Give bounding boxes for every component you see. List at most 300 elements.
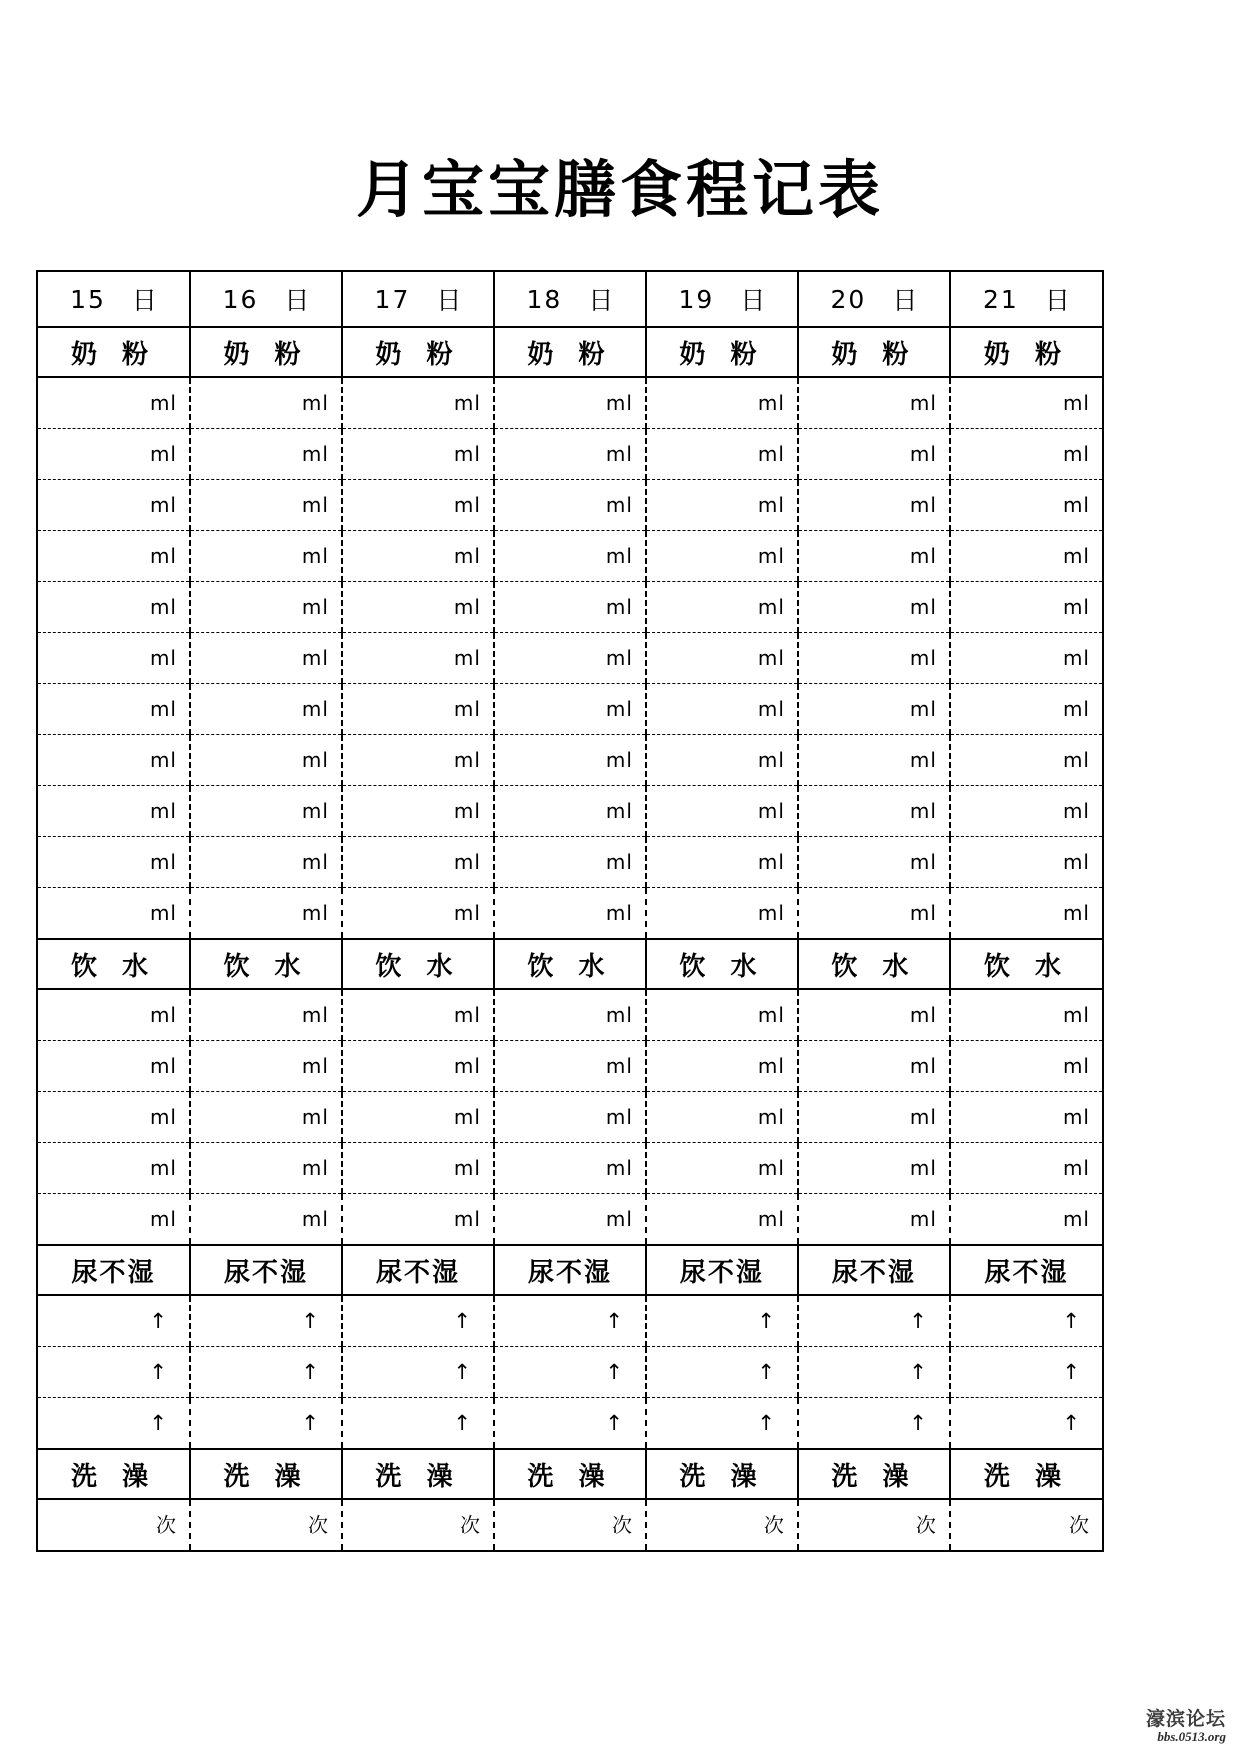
entry-unit: ml	[149, 1156, 177, 1180]
entry-unit: ml	[1062, 1105, 1090, 1129]
table-row-entry-milk	[38, 888, 1102, 940]
entry-cell-milk[interactable]	[646, 735, 798, 786]
entry-cell-milk[interactable]	[38, 837, 190, 888]
entry-cell-milk[interactable]	[38, 429, 190, 480]
entry-cell-milk[interactable]	[494, 582, 646, 633]
entry-cell-diaper[interactable]	[342, 1398, 494, 1450]
entry-unit: 次	[763, 1513, 785, 1537]
entry-cell-milk[interactable]	[950, 377, 1102, 429]
entry-cell-bath[interactable]	[190, 1499, 342, 1550]
date-cell[interactable]	[190, 272, 342, 327]
entry-unit: ml	[909, 1054, 937, 1078]
entry-unit: ↑	[1062, 1411, 1080, 1435]
watermark-url: bbs.0513.org	[1157, 1729, 1226, 1745]
date-unit: 日	[588, 286, 614, 315]
entry-unit: ml	[605, 1207, 633, 1231]
entry-cell-milk[interactable]	[342, 786, 494, 837]
entry-cell-water[interactable]	[190, 989, 342, 1041]
entry-unit: 次	[915, 1513, 937, 1537]
entry-cell-milk[interactable]	[950, 582, 1102, 633]
entry-cell-diaper[interactable]	[190, 1398, 342, 1450]
entry-unit: ml	[1062, 595, 1090, 619]
entry-cell-water[interactable]	[646, 1143, 798, 1194]
entry-unit: ml	[909, 1003, 937, 1027]
entry-cell-diaper[interactable]	[494, 1295, 646, 1347]
entry-cell-milk[interactable]	[798, 735, 950, 786]
date-number: 17	[374, 284, 411, 314]
section-label-cell	[494, 1245, 646, 1295]
table-row-entry-milk	[38, 377, 1102, 429]
entry-unit: ↑	[605, 1411, 623, 1435]
entry-unit: ml	[453, 391, 481, 415]
entry-unit: ↑	[1062, 1309, 1080, 1333]
entry-cell-water[interactable]	[950, 989, 1102, 1041]
entry-cell-water[interactable]	[798, 1194, 950, 1246]
entry-unit: ml	[757, 1105, 785, 1129]
entry-cell-milk[interactable]	[494, 786, 646, 837]
section-label: 尿不湿	[831, 1257, 916, 1288]
entry-unit: ml	[605, 442, 633, 466]
entry-unit: ml	[149, 901, 177, 925]
entry-unit: ml	[909, 1105, 937, 1129]
entry-unit: ↑	[757, 1360, 775, 1384]
entry-cell-milk[interactable]	[494, 837, 646, 888]
table-row-entry-milk	[38, 582, 1102, 633]
entry-cell-bath[interactable]	[950, 1499, 1102, 1550]
table-row-entry-milk	[38, 735, 1102, 786]
entry-unit: ml	[909, 544, 937, 568]
entry-unit: ↑	[605, 1360, 623, 1384]
entry-unit: ml	[757, 1054, 785, 1078]
entry-cell-water[interactable]	[342, 989, 494, 1041]
entry-unit: ml	[149, 697, 177, 721]
entry-cell-water[interactable]	[38, 1143, 190, 1194]
entry-unit: ml	[605, 1105, 633, 1129]
entry-unit: ml	[909, 391, 937, 415]
entry-cell-water[interactable]	[798, 1041, 950, 1092]
entry-cell-milk[interactable]	[950, 633, 1102, 684]
entry-cell-water[interactable]	[798, 989, 950, 1041]
entry-cell-milk[interactable]	[950, 480, 1102, 531]
entry-cell-water[interactable]	[494, 1092, 646, 1143]
section-label-cell	[798, 1449, 950, 1499]
entry-cell-milk[interactable]	[190, 837, 342, 888]
entry-unit: ml	[757, 646, 785, 670]
entry-cell-water[interactable]	[38, 1092, 190, 1143]
entry-cell-milk[interactable]	[646, 582, 798, 633]
section-label: 饮 水	[983, 951, 1069, 982]
entry-cell-milk[interactable]	[798, 888, 950, 940]
entry-unit: ↑	[453, 1411, 471, 1435]
entry-cell-milk[interactable]	[342, 888, 494, 940]
entry-cell-milk[interactable]	[950, 429, 1102, 480]
entry-cell-bath[interactable]	[646, 1499, 798, 1550]
section-label-cell	[798, 327, 950, 377]
entry-unit: ml	[149, 391, 177, 415]
entry-cell-milk[interactable]	[646, 377, 798, 429]
entry-unit: ml	[149, 1207, 177, 1231]
entry-unit: ml	[301, 493, 329, 517]
section-label: 尿不湿	[71, 1257, 156, 1288]
date-unit: 日	[892, 286, 918, 315]
entry-cell-water[interactable]	[494, 989, 646, 1041]
section-label-cell	[38, 327, 190, 377]
entry-cell-milk[interactable]	[190, 531, 342, 582]
entry-cell-milk[interactable]	[342, 429, 494, 480]
date-cell[interactable]	[646, 272, 798, 327]
section-label-cell	[342, 1245, 494, 1295]
entry-unit: ↑	[149, 1411, 167, 1435]
entry-unit: ml	[149, 442, 177, 466]
section-label-cell	[38, 1449, 190, 1499]
entry-cell-milk[interactable]	[38, 480, 190, 531]
entry-unit: 次	[307, 1513, 329, 1537]
entry-unit: ml	[149, 850, 177, 874]
entry-unit: ml	[301, 442, 329, 466]
entry-unit: ↑	[909, 1360, 927, 1384]
entry-cell-milk[interactable]	[646, 684, 798, 735]
entry-unit: ml	[301, 697, 329, 721]
entry-cell-water[interactable]	[190, 1143, 342, 1194]
entry-unit: ml	[301, 544, 329, 568]
section-label-cell	[190, 939, 342, 989]
entry-cell-water[interactable]	[190, 1041, 342, 1092]
entry-cell-milk[interactable]	[798, 633, 950, 684]
entry-cell-milk[interactable]	[38, 377, 190, 429]
entry-unit: 次	[1069, 1513, 1090, 1537]
section-label-cell	[190, 1245, 342, 1295]
section-label: 洗 澡	[70, 1461, 157, 1492]
section-label-cell	[494, 327, 646, 377]
entry-cell-diaper[interactable]	[950, 1295, 1102, 1347]
entry-unit: ml	[1062, 1207, 1090, 1231]
entry-cell-milk[interactable]	[342, 837, 494, 888]
entry-cell-milk[interactable]	[190, 786, 342, 837]
entry-cell-milk[interactable]	[646, 633, 798, 684]
entry-cell-diaper[interactable]	[494, 1398, 646, 1450]
entry-cell-water[interactable]	[950, 1092, 1102, 1143]
entry-cell-water[interactable]	[494, 1194, 646, 1246]
entry-cell-bath[interactable]	[342, 1499, 494, 1550]
entry-unit: ml	[757, 697, 785, 721]
entry-cell-milk[interactable]	[494, 684, 646, 735]
section-label: 奶 粉	[527, 339, 613, 370]
section-label: 奶 粉	[223, 339, 309, 370]
entry-cell-milk[interactable]	[798, 582, 950, 633]
entry-cell-diaper[interactable]	[798, 1347, 950, 1398]
forum-watermark	[1146, 1710, 1226, 1744]
entry-cell-diaper[interactable]	[646, 1347, 798, 1398]
section-label-cell	[190, 327, 342, 377]
entry-cell-milk[interactable]	[798, 377, 950, 429]
entry-unit: ml	[1062, 493, 1090, 517]
section-label: 奶 粉	[983, 339, 1069, 370]
section-label-cell	[950, 1245, 1102, 1295]
section-label-cell	[342, 939, 494, 989]
entry-cell-milk[interactable]	[190, 480, 342, 531]
entry-cell-water[interactable]	[646, 1194, 798, 1246]
date-cell[interactable]	[38, 272, 190, 327]
entry-cell-diaper[interactable]	[646, 1295, 798, 1347]
entry-cell-water[interactable]	[494, 1143, 646, 1194]
entry-unit: ↑	[757, 1309, 775, 1333]
date-number: 20	[830, 284, 867, 314]
entry-cell-milk[interactable]	[342, 480, 494, 531]
entry-cell-diaper[interactable]	[342, 1295, 494, 1347]
entry-cell-milk[interactable]	[950, 888, 1102, 940]
entry-cell-water[interactable]	[38, 989, 190, 1041]
section-label: 饮 水	[831, 951, 917, 982]
entry-unit: ml	[757, 493, 785, 517]
entry-unit: ml	[453, 1003, 481, 1027]
entry-unit: ml	[301, 1003, 329, 1027]
entry-unit: ml	[605, 799, 633, 823]
entry-cell-diaper[interactable]	[190, 1295, 342, 1347]
entry-cell-milk[interactable]	[494, 377, 646, 429]
section-label-cell	[190, 1449, 342, 1499]
entry-unit: ml	[453, 748, 481, 772]
table-row-entry-milk	[38, 684, 1102, 735]
section-label: 奶 粉	[70, 339, 157, 370]
entry-unit: ml	[1062, 748, 1090, 772]
entry-cell-milk[interactable]	[494, 888, 646, 940]
record-body	[38, 272, 1102, 1550]
entry-unit: ml	[149, 799, 177, 823]
entry-cell-diaper[interactable]	[950, 1347, 1102, 1398]
section-label: 洗 澡	[831, 1461, 917, 1492]
entry-cell-milk[interactable]	[494, 480, 646, 531]
entry-cell-water[interactable]	[342, 1194, 494, 1246]
entry-unit: ↑	[1062, 1360, 1080, 1384]
entry-unit: ml	[1062, 901, 1090, 925]
entry-unit: ml	[149, 544, 177, 568]
entry-unit: ml	[757, 544, 785, 568]
entry-cell-water[interactable]	[646, 1041, 798, 1092]
entry-cell-diaper[interactable]	[190, 1347, 342, 1398]
entry-cell-milk[interactable]	[38, 735, 190, 786]
table-row-entry-bath	[38, 1499, 1102, 1550]
entry-cell-milk[interactable]	[950, 837, 1102, 888]
entry-cell-water[interactable]	[950, 1143, 1102, 1194]
entry-cell-diaper[interactable]	[646, 1398, 798, 1450]
entry-unit: ↑	[909, 1411, 927, 1435]
entry-unit: ml	[605, 748, 633, 772]
entry-cell-milk[interactable]	[190, 429, 342, 480]
entry-unit: ml	[605, 391, 633, 415]
entry-cell-bath[interactable]	[798, 1499, 950, 1550]
entry-cell-water[interactable]	[342, 1041, 494, 1092]
date-cell[interactable]	[342, 272, 494, 327]
entry-cell-milk[interactable]	[494, 735, 646, 786]
entry-cell-milk[interactable]	[646, 480, 798, 531]
entry-unit: ml	[605, 697, 633, 721]
section-label-cell	[646, 327, 798, 377]
entry-cell-water[interactable]	[646, 989, 798, 1041]
date-cell[interactable]	[950, 272, 1102, 327]
table-row-entry-diaper	[38, 1398, 1102, 1450]
table-row-section-drinking-water	[38, 939, 1102, 989]
entry-cell-water[interactable]	[646, 1092, 798, 1143]
entry-cell-milk[interactable]	[342, 735, 494, 786]
entry-unit: ml	[605, 1054, 633, 1078]
table-row-entry-milk	[38, 531, 1102, 582]
entry-unit: ml	[301, 1207, 329, 1231]
entry-cell-milk[interactable]	[646, 531, 798, 582]
entry-cell-diaper[interactable]	[38, 1295, 190, 1347]
entry-cell-milk[interactable]	[190, 888, 342, 940]
entry-unit: ml	[605, 595, 633, 619]
entry-cell-milk[interactable]	[342, 377, 494, 429]
entry-cell-water[interactable]	[190, 1194, 342, 1246]
entry-unit: ml	[149, 646, 177, 670]
entry-cell-bath[interactable]	[38, 1499, 190, 1550]
section-label: 饮 水	[375, 951, 461, 982]
section-label-cell	[646, 1245, 798, 1295]
entry-cell-milk[interactable]	[646, 888, 798, 940]
entry-unit: ml	[301, 1105, 329, 1129]
entry-cell-milk[interactable]	[38, 888, 190, 940]
date-cell[interactable]	[494, 272, 646, 327]
entry-cell-milk[interactable]	[646, 429, 798, 480]
entry-cell-water[interactable]	[342, 1092, 494, 1143]
section-label-cell	[950, 1449, 1102, 1499]
entry-cell-milk[interactable]	[494, 633, 646, 684]
entry-cell-water[interactable]	[190, 1092, 342, 1143]
entry-cell-milk[interactable]	[950, 786, 1102, 837]
entry-unit: ml	[149, 748, 177, 772]
section-label-cell	[646, 1449, 798, 1499]
entry-unit: ml	[149, 493, 177, 517]
date-unit: 日	[284, 286, 310, 315]
entry-unit: ml	[605, 493, 633, 517]
section-label: 尿不湿	[984, 1257, 1069, 1288]
entry-cell-milk[interactable]	[190, 633, 342, 684]
entry-unit: ml	[757, 1207, 785, 1231]
entry-unit: ml	[757, 850, 785, 874]
entry-unit: ml	[605, 544, 633, 568]
entry-cell-milk[interactable]	[190, 684, 342, 735]
entry-cell-milk[interactable]	[342, 531, 494, 582]
entry-unit: ml	[1062, 1156, 1090, 1180]
entry-unit: ml	[453, 850, 481, 874]
entry-cell-water[interactable]	[798, 1143, 950, 1194]
date-unit: 日	[1044, 286, 1070, 315]
entry-cell-milk[interactable]	[190, 735, 342, 786]
table-row-entry-water	[38, 989, 1102, 1041]
entry-unit: ml	[757, 799, 785, 823]
entry-unit: ml	[453, 1156, 481, 1180]
entry-cell-milk[interactable]	[798, 531, 950, 582]
entry-cell-milk[interactable]	[798, 684, 950, 735]
entry-cell-milk[interactable]	[494, 531, 646, 582]
entry-cell-milk[interactable]	[798, 480, 950, 531]
entry-cell-milk[interactable]	[38, 582, 190, 633]
entry-cell-milk[interactable]	[798, 429, 950, 480]
date-unit: 日	[436, 286, 462, 315]
entry-cell-milk[interactable]	[494, 429, 646, 480]
entry-cell-milk[interactable]	[38, 633, 190, 684]
entry-unit: ml	[909, 595, 937, 619]
entry-unit: ml	[1062, 544, 1090, 568]
entry-unit: ml	[301, 646, 329, 670]
section-label-cell	[798, 1245, 950, 1295]
entry-cell-milk[interactable]	[342, 582, 494, 633]
section-label-cell	[950, 939, 1102, 989]
entry-cell-milk[interactable]	[646, 837, 798, 888]
entry-unit: ↑	[605, 1309, 623, 1333]
entry-cell-milk[interactable]	[646, 786, 798, 837]
entry-unit: ml	[1062, 799, 1090, 823]
entry-cell-milk[interactable]	[342, 684, 494, 735]
section-label-cell	[646, 939, 798, 989]
entry-unit: ml	[453, 1105, 481, 1129]
entry-unit: ml	[605, 1156, 633, 1180]
entry-cell-water[interactable]	[38, 1041, 190, 1092]
watermark-title: 濠滨论坛	[1145, 1708, 1226, 1731]
entry-unit: ↑	[149, 1309, 167, 1333]
section-label: 尿不湿	[679, 1257, 764, 1288]
entry-unit: ml	[757, 391, 785, 415]
entry-unit: ↑	[453, 1309, 471, 1333]
entry-cell-milk[interactable]	[950, 684, 1102, 735]
section-label-cell	[342, 1449, 494, 1499]
entry-cell-milk[interactable]	[38, 786, 190, 837]
entry-cell-water[interactable]	[38, 1194, 190, 1246]
entry-unit: ml	[301, 391, 329, 415]
entry-cell-diaper[interactable]	[38, 1398, 190, 1450]
date-cell[interactable]	[798, 272, 950, 327]
entry-cell-bath[interactable]	[494, 1499, 646, 1550]
date-number: 15	[70, 284, 106, 314]
table-row-dates	[38, 272, 1102, 327]
entry-cell-water[interactable]	[342, 1143, 494, 1194]
entry-unit: ml	[301, 595, 329, 619]
entry-cell-diaper[interactable]	[950, 1398, 1102, 1450]
entry-unit: ml	[453, 1054, 481, 1078]
entry-cell-milk[interactable]	[38, 531, 190, 582]
entry-cell-milk[interactable]	[950, 735, 1102, 786]
entry-cell-milk[interactable]	[798, 837, 950, 888]
feeding-record-table	[36, 270, 1104, 1552]
entry-cell-milk[interactable]	[950, 531, 1102, 582]
entry-cell-water[interactable]	[950, 1194, 1102, 1246]
entry-cell-diaper[interactable]	[494, 1347, 646, 1398]
section-label-cell	[950, 327, 1102, 377]
entry-cell-milk[interactable]	[38, 684, 190, 735]
entry-cell-diaper[interactable]	[38, 1347, 190, 1398]
entry-cell-milk[interactable]	[342, 633, 494, 684]
entry-unit: ml	[909, 697, 937, 721]
table-row-entry-water	[38, 1194, 1102, 1246]
entry-cell-diaper[interactable]	[798, 1295, 950, 1347]
entry-cell-diaper[interactable]	[342, 1347, 494, 1398]
entry-cell-milk[interactable]	[190, 377, 342, 429]
entry-cell-diaper[interactable]	[798, 1398, 950, 1450]
section-label: 尿不湿	[375, 1257, 460, 1288]
entry-unit: ↑	[453, 1360, 471, 1384]
entry-cell-water[interactable]	[494, 1041, 646, 1092]
entry-unit: ↑	[149, 1360, 167, 1384]
date-unit: 日	[740, 286, 766, 315]
entry-unit: ml	[149, 595, 177, 619]
entry-cell-milk[interactable]	[798, 786, 950, 837]
section-label: 尿不湿	[527, 1257, 612, 1288]
entry-cell-water[interactable]	[950, 1041, 1102, 1092]
entry-cell-water[interactable]	[798, 1092, 950, 1143]
entry-unit: ml	[757, 1156, 785, 1180]
entry-unit: ↑	[301, 1360, 319, 1384]
entry-cell-milk[interactable]	[190, 582, 342, 633]
